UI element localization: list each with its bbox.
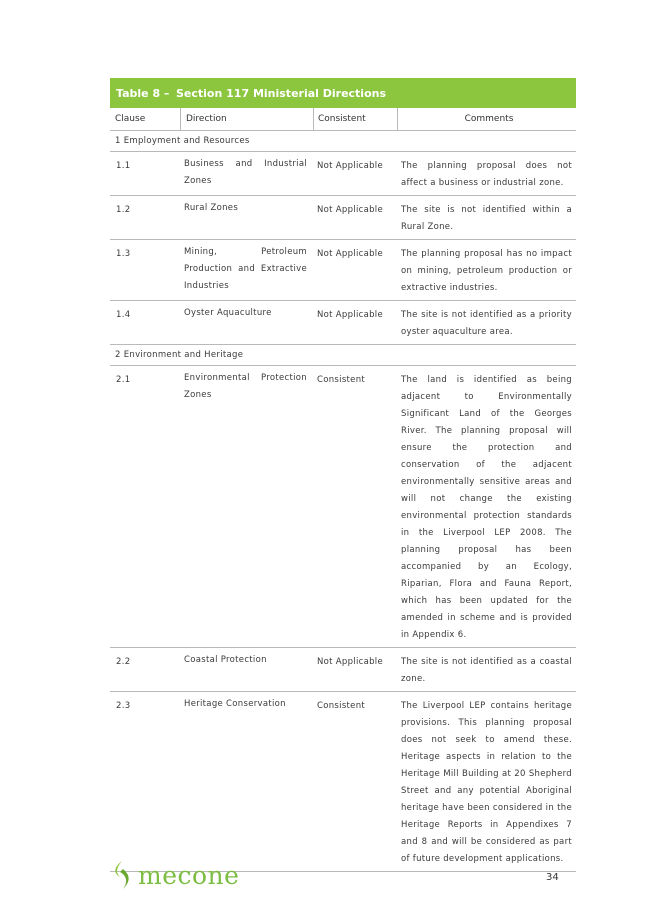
cell-clause: 2.2 <box>116 657 131 667</box>
table-header <box>110 108 576 131</box>
cell-direction: Heritage Conservation <box>184 699 286 709</box>
cell-consistent: Not Applicable <box>317 205 383 215</box>
cell-clause: 1.1 <box>116 161 131 171</box>
cell-consistent: Not Applicable <box>317 657 383 667</box>
cell-clause: 2.1 <box>116 375 131 385</box>
cell-comments: The site is not identified as a priority oyster aquaculture area. <box>401 310 572 337</box>
cell-comments: The Liverpool LEP contains heritage provisions. This planning proposal does not seek to amend these. Heritage aspects in relation to the Heritage Mill Building at 20 Shepherd Street and any potential Aboriginal heritage have been considered in the Heritage Reports in Appendixes 7 and 8 and will be considered as part of future development applications. <box>401 701 572 864</box>
cell-comments: The planning proposal does not affect a business or industrial zone. <box>401 161 572 188</box>
section-heading: 2 Environment and Heritage <box>110 345 576 366</box>
ministerial-directions-table <box>110 78 576 872</box>
cell-direction: Environmental Protection Zones <box>184 373 307 400</box>
cell-comments: The site is not identified within a Rural Zone. <box>401 205 572 232</box>
header-comments: Comments <box>397 108 576 130</box>
table-title-bar <box>110 78 576 108</box>
cell-direction: Business and Industrial Zones <box>184 159 307 186</box>
table-row <box>110 152 576 196</box>
cell-comments: The land is identified as being adjacent to Environmentally Significant Land of the Georges River. The planning proposal will ensure the protection and conservation of the adjacent environmentally sensitive areas and will not change the existing environmental protection standards in the Liverpool LEP 2008. The planning proposal has been accompanied by an Ecology, Riparian, Flora and Fauna Report, which has been updated for the amended in scheme and is provided in Appendix 6. <box>401 375 572 640</box>
cell-direction: Mining, Petroleum Production and Extractive Industries <box>184 247 307 291</box>
header-clause: Clause <box>115 114 146 124</box>
cell-clause: 2.3 <box>116 701 131 711</box>
page-number: 34 <box>546 872 559 883</box>
table-row <box>110 648 576 692</box>
cell-consistent: Not Applicable <box>317 249 383 259</box>
cell-clause: 1.3 <box>116 249 131 259</box>
cell-comments: The planning proposal has no impact on mining, petroleum production or extractive industries. <box>401 249 572 293</box>
cell-direction: Coastal Protection <box>184 655 267 665</box>
cell-consistent: Consistent <box>317 375 366 385</box>
mecone-logo <box>110 860 239 890</box>
header-consistent: Consistent <box>313 108 397 130</box>
table-row <box>110 240 576 301</box>
table-row <box>110 196 576 240</box>
cell-direction: Rural Zones <box>184 203 239 213</box>
cell-consistent: Not Applicable <box>317 310 383 320</box>
cell-consistent: Not Applicable <box>317 161 383 171</box>
table-number: Table 8 – <box>116 86 170 100</box>
cell-direction: Oyster Aquaculture <box>184 308 272 318</box>
table-row <box>110 692 576 872</box>
cell-clause: 1.4 <box>116 310 131 320</box>
leaf-logo-icon <box>110 860 134 890</box>
table-row <box>110 301 576 345</box>
table-row <box>110 366 576 648</box>
header-direction: Direction <box>180 108 313 130</box>
table-title: Section 117 Ministerial Directions <box>176 86 387 100</box>
cell-comments: The site is not identified as a coastal zone. <box>401 657 572 684</box>
section-heading: 1 Employment and Resources <box>110 131 576 152</box>
cell-clause: 1.2 <box>116 205 131 215</box>
logo-wordmark: mecone <box>138 860 240 890</box>
cell-consistent: Consistent <box>317 701 366 711</box>
